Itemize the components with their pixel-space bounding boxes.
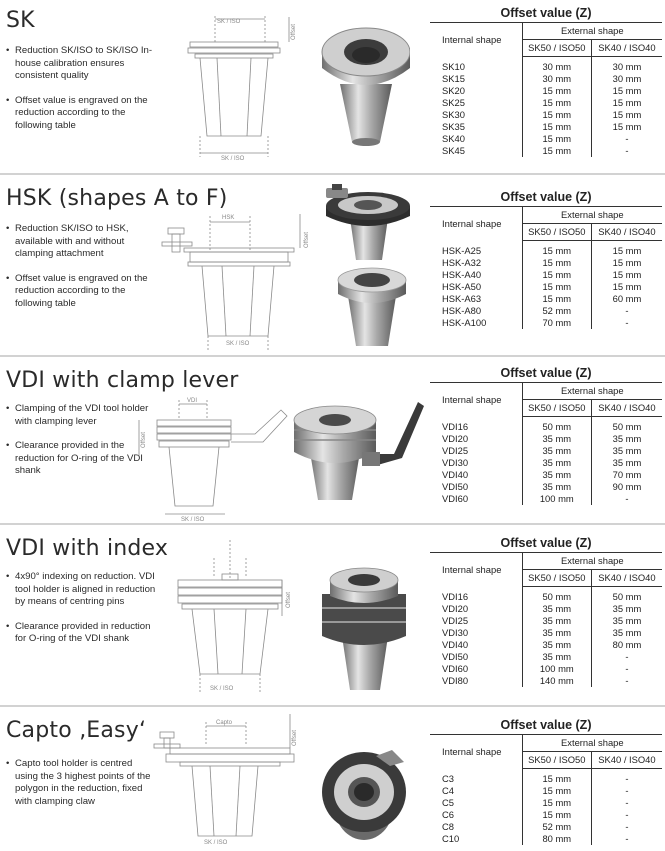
cell: 35 mm — [522, 615, 591, 627]
cell: 15 mm — [522, 97, 591, 109]
cell: - — [591, 769, 662, 786]
col-sk50-header: SK50 / ISO50 — [522, 400, 591, 417]
cell: 15 mm — [522, 809, 591, 821]
table-row — [430, 121, 662, 133]
drawing-label-side: Offset — [141, 432, 147, 448]
section-divider — [0, 355, 665, 357]
drawing-label-side: Offset — [286, 592, 292, 608]
cell: C6 — [442, 809, 454, 820]
cell: 35 mm — [522, 445, 591, 457]
cell: 35 mm — [591, 603, 662, 615]
bullet: • Clamping of the VDI tool holder with clamping lever — [6, 403, 156, 428]
table-row — [430, 587, 662, 604]
col-sk40-header: SK40 / ISO40 — [591, 752, 662, 769]
cell: 30 mm — [591, 57, 662, 74]
table-row — [430, 293, 662, 305]
cell: 70 mm — [591, 469, 662, 481]
col-sk40-header: SK40 / ISO40 — [591, 40, 662, 57]
cell: - — [591, 675, 662, 687]
drawing-label-bottom: SK / ISO — [210, 686, 234, 692]
technical-drawing — [135, 394, 295, 522]
cell: VDI50 — [442, 481, 469, 492]
drawing-label-bottom: SK / ISO — [221, 156, 245, 162]
external-shape-header: External shape — [522, 553, 662, 570]
bullet: • Reduction SK/ISO to HSK, available with and without clamping attachment — [6, 223, 156, 261]
cell: VDI30 — [442, 627, 469, 638]
table-row — [430, 57, 662, 74]
cell: VDI40 — [442, 469, 469, 480]
cell: VDI60 — [442, 663, 469, 674]
cell: 15 mm — [522, 257, 591, 269]
table-row — [430, 615, 662, 627]
table-row — [430, 109, 662, 121]
cell: 30 mm — [591, 73, 662, 85]
bullet: • Clearance provided in the reduction for O-ring of the VDI shank — [6, 440, 156, 478]
section-title: HSK (shapes A to F) — [6, 186, 228, 211]
table-title: Offset value (Z) — [500, 366, 592, 380]
bullet: • Clearance provided in reduction for O-ring of the VDI shank — [6, 621, 156, 646]
hsk-photo-with-clamp — [320, 184, 415, 264]
technical-drawing — [160, 204, 320, 352]
table-row — [430, 73, 662, 85]
cell: 35 mm — [591, 457, 662, 469]
cell: SK30 — [442, 109, 465, 120]
cell: 35 mm — [522, 639, 591, 651]
drawing-label-bottom: SK / ISO — [181, 517, 205, 522]
cell: 140 mm — [522, 675, 591, 687]
section-title: VDI with clamp lever — [6, 368, 239, 393]
cell: 80 mm — [591, 639, 662, 651]
cell: 35 mm — [591, 433, 662, 445]
cell: 15 mm — [591, 241, 662, 258]
cell: 15 mm — [591, 257, 662, 269]
cell: - — [591, 493, 662, 505]
table-row — [430, 305, 662, 317]
drawing-label-top: HSK — [222, 215, 235, 221]
hsk-photo — [332, 266, 412, 350]
cell: VDI25 — [442, 445, 469, 456]
capto-photo — [318, 746, 413, 846]
cell: 35 mm — [522, 603, 591, 615]
cell: 30 mm — [522, 57, 591, 74]
cell: 50 mm — [522, 587, 591, 604]
cell: 35 mm — [522, 457, 591, 469]
cell: SK40 — [442, 133, 465, 144]
cell: 15 mm — [522, 785, 591, 797]
drawing-label-top: Capto — [216, 720, 233, 726]
cell: 15 mm — [522, 85, 591, 97]
cell: SK20 — [442, 85, 465, 96]
cell: HSK-A32 — [442, 257, 482, 268]
table-row — [430, 797, 662, 809]
col-sk40-header: SK40 / ISO40 — [591, 400, 662, 417]
table-row — [430, 809, 662, 821]
cell: 35 mm — [591, 445, 662, 457]
table-row — [430, 269, 662, 281]
cell: - — [591, 305, 662, 317]
table-row — [430, 821, 662, 833]
cell: SK25 — [442, 97, 465, 108]
internal-shape-header: Internal shape — [430, 383, 522, 417]
table-row — [430, 603, 662, 615]
cell: VDI20 — [442, 603, 469, 614]
cell: C8 — [442, 821, 454, 832]
cell: 15 mm — [522, 109, 591, 121]
cell: - — [591, 133, 662, 145]
cell: 52 mm — [522, 821, 591, 833]
cell: HSK-A25 — [442, 244, 482, 256]
cell: 15 mm — [522, 769, 591, 786]
offset-table — [430, 4, 662, 157]
offset-table — [430, 716, 662, 845]
cell: 70 mm — [522, 317, 591, 329]
drawing-label-top: VDI — [187, 398, 198, 404]
technical-drawing — [185, 12, 310, 164]
cell: - — [591, 317, 662, 329]
cell: C5 — [442, 797, 454, 808]
section-title: SK — [6, 8, 35, 33]
col-sk40-header: SK40 / ISO40 — [591, 224, 662, 241]
cell: 50 mm — [591, 417, 662, 434]
table-row — [430, 651, 662, 663]
section-title: Capto ‚Easy‘ — [6, 718, 147, 743]
col-sk50-header: SK50 / ISO50 — [522, 752, 591, 769]
offset-table — [430, 364, 662, 505]
bullet-list — [6, 45, 156, 145]
cell: 15 mm — [522, 281, 591, 293]
internal-shape-header: Internal shape — [430, 207, 522, 241]
cell: 50 mm — [522, 417, 591, 434]
col-sk50-header: SK50 / ISO50 — [522, 40, 591, 57]
cell: 30 mm — [522, 73, 591, 85]
cell: - — [591, 833, 662, 845]
table-row — [430, 145, 662, 157]
internal-shape-header: Internal shape — [430, 553, 522, 587]
cell: C3 — [442, 772, 454, 784]
cell: HSK-A63 — [442, 293, 482, 304]
cell: 15 mm — [522, 269, 591, 281]
bullet: • 4x90° indexing on reduction. VDI tool holder is aligned in reduction by means of centring pins — [6, 571, 156, 609]
cell: VDI20 — [442, 433, 469, 444]
cell: VDI80 — [442, 675, 469, 686]
drawing-label-bottom: SK / ISO — [226, 341, 250, 347]
cell: - — [591, 785, 662, 797]
cell: HSK-A80 — [442, 305, 482, 316]
cell: 35 mm — [591, 615, 662, 627]
cell: - — [591, 145, 662, 157]
cell: 15 mm — [522, 121, 591, 133]
technical-drawing — [150, 712, 305, 850]
table-row — [430, 627, 662, 639]
external-shape-header: External shape — [522, 735, 662, 752]
section-vdi-clamp-lever — [0, 358, 665, 522]
drawing-label-side: Offset — [304, 232, 310, 248]
bullet-list — [6, 223, 156, 323]
cell: 52 mm — [522, 305, 591, 317]
bullet-list — [6, 403, 156, 490]
col-sk40-header: SK40 / ISO40 — [591, 570, 662, 587]
cell: 80 mm — [522, 833, 591, 845]
external-shape-header: External shape — [522, 207, 662, 224]
cell: 15 mm — [591, 85, 662, 97]
table-row — [430, 833, 662, 845]
drawing-label-side: Offset — [291, 24, 297, 40]
cell: 35 mm — [522, 469, 591, 481]
cell: 35 mm — [522, 627, 591, 639]
table-row — [430, 97, 662, 109]
cell: 15 mm — [591, 121, 662, 133]
drawing-label-top: SK / ISO — [217, 19, 241, 25]
table-row — [430, 445, 662, 457]
cell: 15 mm — [591, 109, 662, 121]
cell: - — [591, 821, 662, 833]
cell: 15 mm — [591, 281, 662, 293]
col-sk50-header: SK50 / ISO50 — [522, 224, 591, 241]
cell: VDI30 — [442, 457, 469, 468]
section-capto-easy — [0, 708, 665, 851]
table-row — [430, 663, 662, 675]
bullet: • Reduction SK/ISO to SK/ISO In-house calibration ensures consistent quality — [6, 45, 156, 83]
cell: 50 mm — [591, 587, 662, 604]
internal-shape-header: Internal shape — [430, 23, 522, 57]
cell: 35 mm — [522, 433, 591, 445]
technical-drawing — [170, 538, 300, 698]
offset-table — [430, 188, 662, 329]
cell: VDI16 — [442, 590, 469, 602]
table-row — [430, 281, 662, 293]
table-row — [430, 433, 662, 445]
section-divider — [0, 173, 665, 175]
cell: VDI40 — [442, 639, 469, 650]
section-sk — [0, 0, 665, 172]
table-row — [430, 241, 662, 258]
cell: HSK-A40 — [442, 269, 482, 280]
external-shape-header: External shape — [522, 383, 662, 400]
section-divider — [0, 523, 665, 525]
reduction-photo — [318, 22, 410, 150]
cell: 35 mm — [522, 651, 591, 663]
bullet: • Offset value is engraved on the reduction according to the following table — [6, 273, 156, 311]
cell: - — [591, 663, 662, 675]
cell: VDI25 — [442, 615, 469, 626]
table-row — [430, 493, 662, 505]
cell: SK10 — [442, 60, 465, 72]
cell: - — [591, 809, 662, 821]
table-row — [430, 257, 662, 269]
cell: - — [591, 797, 662, 809]
cell: HSK-A100 — [442, 317, 487, 328]
table-row — [430, 481, 662, 493]
cell: 15 mm — [522, 241, 591, 258]
table-row — [430, 417, 662, 434]
bullet-list — [6, 571, 156, 658]
cell: VDI50 — [442, 651, 469, 662]
bullet: • Offset value is engraved on the reduction according to the following table — [6, 95, 156, 133]
cell: SK15 — [442, 73, 465, 84]
table-row — [430, 639, 662, 651]
cell: 100 mm — [522, 493, 591, 505]
drawing-label-side: Offset — [292, 730, 298, 746]
cell: 100 mm — [522, 663, 591, 675]
table-row — [430, 769, 662, 786]
cell: 15 mm — [522, 293, 591, 305]
cell: 15 mm — [591, 269, 662, 281]
cell: - — [591, 651, 662, 663]
cell: C4 — [442, 785, 454, 796]
section-title: VDI with index — [6, 536, 169, 561]
table-title: Offset value (Z) — [500, 536, 592, 550]
cell: SK45 — [442, 145, 465, 156]
table-row — [430, 675, 662, 687]
cell: 15 mm — [591, 97, 662, 109]
col-sk50-header: SK50 / ISO50 — [522, 570, 591, 587]
cell: 15 mm — [522, 145, 591, 157]
cell: 15 mm — [522, 133, 591, 145]
table-row — [430, 785, 662, 797]
cell: SK35 — [442, 121, 465, 132]
cell: C10 — [442, 833, 460, 844]
table-title: Offset value (Z) — [500, 6, 592, 20]
section-vdi-index — [0, 526, 665, 704]
external-shape-header: External shape — [522, 23, 662, 40]
offset-table — [430, 534, 662, 687]
drawing-label-bottom: SK / ISO — [204, 840, 228, 846]
table-row — [430, 469, 662, 481]
cell: 35 mm — [591, 627, 662, 639]
cell: VDI16 — [442, 420, 469, 432]
table-title: Offset value (Z) — [500, 190, 592, 204]
cell: 35 mm — [522, 481, 591, 493]
internal-shape-header: Internal shape — [430, 735, 522, 769]
cell: 15 mm — [522, 797, 591, 809]
section-hsk — [0, 176, 665, 354]
cell: 90 mm — [591, 481, 662, 493]
table-row — [430, 457, 662, 469]
cell: VDI60 — [442, 493, 469, 504]
bullet-list — [6, 758, 156, 820]
table-row — [430, 317, 662, 329]
table-title: Offset value (Z) — [500, 718, 592, 732]
vdi-clamp-lever-photo — [290, 394, 425, 506]
table-row — [430, 85, 662, 97]
cell: HSK-A50 — [442, 281, 482, 292]
cell: 60 mm — [591, 293, 662, 305]
vdi-index-photo — [318, 566, 410, 694]
section-divider — [0, 705, 665, 707]
table-row — [430, 133, 662, 145]
bullet: • Capto tool holder is centred using the 3 highest points of the polygon in the reduction, fixed with clamping claw — [6, 758, 156, 808]
